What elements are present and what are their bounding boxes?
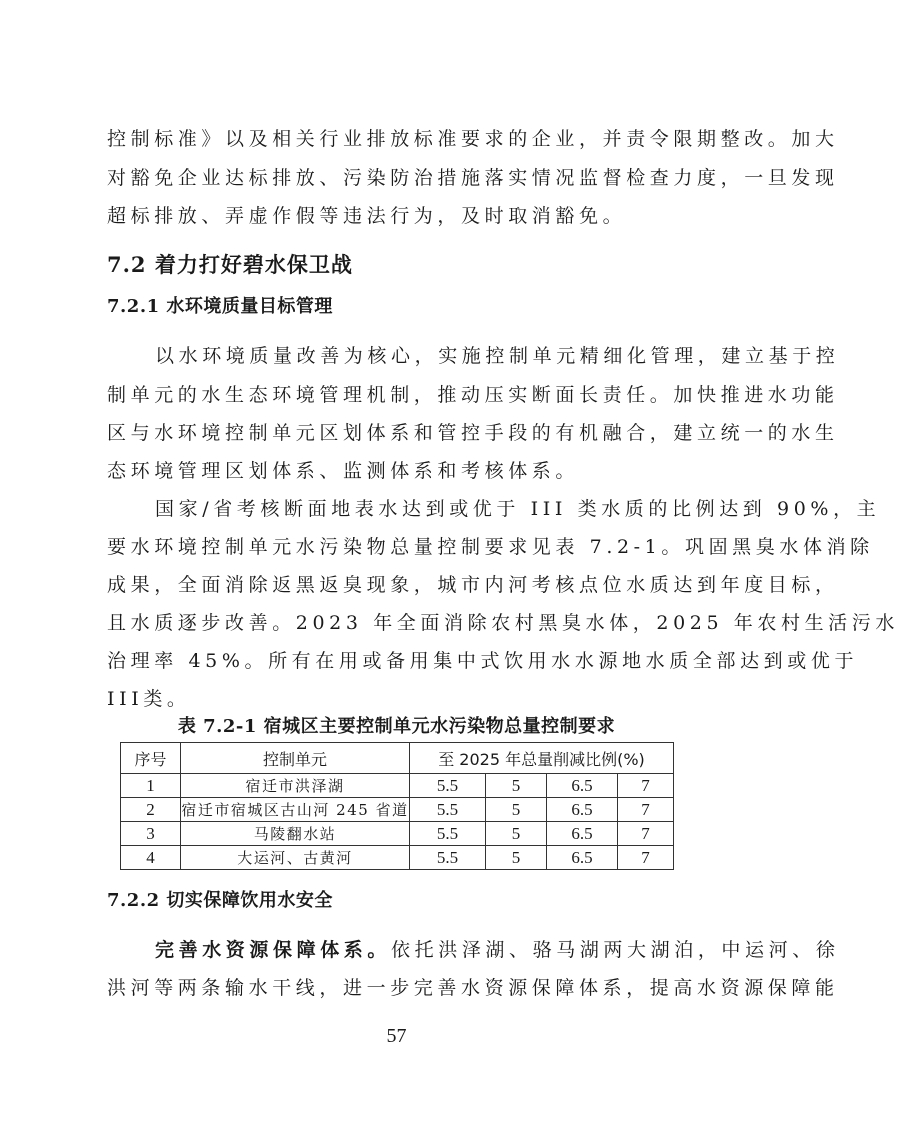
cell-control-unit: 大运河、古黄河 xyxy=(181,846,410,870)
body-text-line: III类。 xyxy=(107,688,191,710)
body-text-line: 且水质逐步改善。2023 年全面消除农村黑臭水体，2025 年农村生活污水 xyxy=(107,612,899,634)
cell-value: 5.5 xyxy=(410,846,486,870)
cell-value: 6.5 xyxy=(547,822,618,846)
table-row xyxy=(121,798,674,822)
cell-value: 7 xyxy=(618,774,674,798)
cell-value: 5 xyxy=(486,798,547,822)
table-row xyxy=(121,774,674,798)
cell-index: 4 xyxy=(121,846,181,870)
body-text-line: 洪河等两条输水干线，进一步完善水资源保障体系，提高水资源保障能 xyxy=(107,977,839,999)
cell-index: 2 xyxy=(121,798,181,822)
cell-control-unit: 马陵翻水站 xyxy=(181,822,410,846)
body-text-line: 超标排放、弄虚作假等违法行为，及时取消豁免。 xyxy=(107,205,627,227)
page-number: 57 xyxy=(386,1025,407,1047)
body-text-fragment: 依托洪泽湖、骆马湖两大湖泊，中运河、徐 xyxy=(391,939,840,961)
body-text-line: 要水环境控制单元水污染物总量控制要求见表 7.2-1。巩固黑臭水体消除 xyxy=(107,536,874,558)
cell-value: 6.5 xyxy=(547,774,618,798)
lead-phrase: 完善水资源保障体系。 xyxy=(155,939,392,961)
body-text-line: 区与水环境控制单元区划体系和管控手段的有机融合，建立统一的水生 xyxy=(107,422,839,444)
control-unit-table xyxy=(120,742,674,870)
header-index: 序号 xyxy=(121,743,181,774)
body-text-line: 对豁免企业达标排放、污染防治措施落实情况监督检查力度，一旦发现 xyxy=(107,167,839,189)
body-text-line xyxy=(155,938,840,962)
body-text-line: 成果，全面消除返黑返臭现象，城市内河考核点位水质达到年度目标， xyxy=(107,574,839,596)
table-row xyxy=(121,846,674,870)
body-text-line: 控制标准》以及相关行业排放标准要求的企业，并责令限期整改。加大 xyxy=(107,128,839,150)
header-control-unit: 控制单元 xyxy=(181,743,410,774)
cell-value: 7 xyxy=(618,822,674,846)
cell-value: 6.5 xyxy=(547,846,618,870)
body-text-line: 以水环境质量改善为核心，实施控制单元精细化管理，建立基于控 xyxy=(155,345,840,367)
cell-value: 5 xyxy=(486,774,547,798)
cell-value: 5.5 xyxy=(410,798,486,822)
cell-value: 7 xyxy=(618,798,674,822)
cell-value: 6.5 xyxy=(547,798,618,822)
cell-index: 1 xyxy=(121,774,181,798)
cell-value: 5.5 xyxy=(410,774,486,798)
table-header-row xyxy=(121,743,674,774)
subsection-heading: 7.2.2 切实保障饮用水安全 xyxy=(107,890,333,911)
body-text-line: 态环境管理区划体系、监测体系和考核体系。 xyxy=(107,460,580,482)
cell-value: 5.5 xyxy=(410,822,486,846)
body-text-line: 治理率 45%。所有在用或备用集中式饮用水水源地水质全部达到或优于 xyxy=(107,650,859,672)
body-text-line: 国家/省考核断面地表水达到或优于 III 类水质的比例达到 90%，主 xyxy=(155,498,881,520)
header-reduction-ratio: 至 2025 年总量削减比例(%) xyxy=(410,743,674,774)
cell-value: 5 xyxy=(486,846,547,870)
table-caption: 表 7.2-1 宿城区主要控制单元水污染物总量控制要求 xyxy=(177,716,616,737)
body-text-line: 制单元的水生态环境管理机制，推动压实断面长责任。加快推进水功能 xyxy=(107,384,839,406)
cell-value: 7 xyxy=(618,846,674,870)
table-row xyxy=(121,822,674,846)
subsection-heading: 7.2.1 水环境质量目标管理 xyxy=(107,296,333,317)
cell-control-unit: 宿迁市宿城区古山河 245 省道 xyxy=(181,798,410,822)
cell-index: 3 xyxy=(121,822,181,846)
cell-control-unit: 宿迁市洪泽湖 xyxy=(181,774,410,798)
section-heading: 7.2 着力打好碧水保卫战 xyxy=(107,252,353,277)
cell-value: 5 xyxy=(486,822,547,846)
